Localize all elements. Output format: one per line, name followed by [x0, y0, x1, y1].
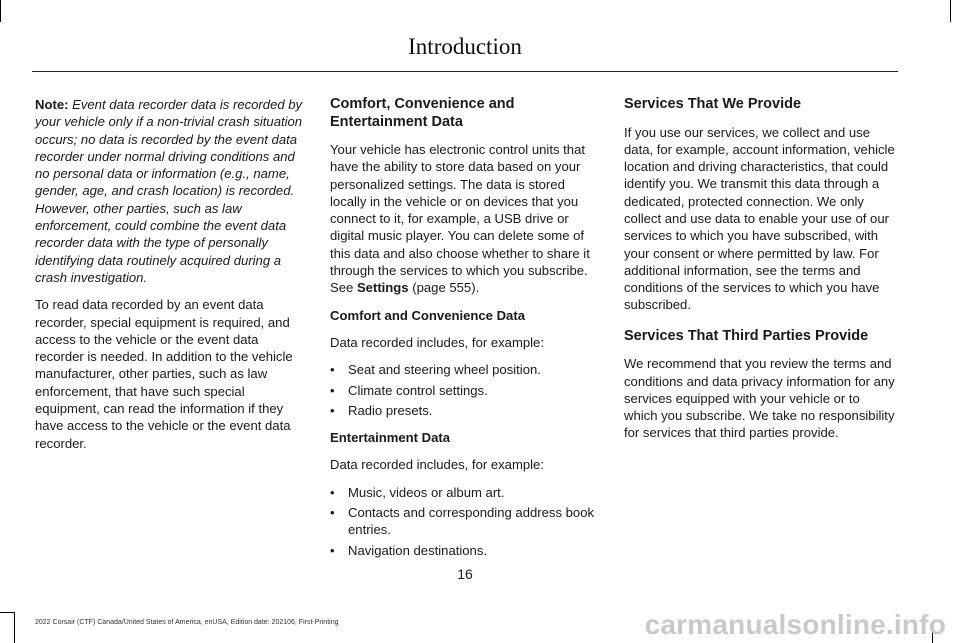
services-we-provide-heading: Services That We Provide: [624, 96, 802, 112]
note-paragraph: [35, 96, 305, 286]
comfort-list: [330, 361, 602, 419]
comfort-paragraph-text: Your vehicle has electronic control units that have the ability to store data based on your personalized settings. The data is stored locally in the vehicle or on devices that you connect to it, for example, a USB drive or digital music player. You can delete some of this data and also choose whether to share it through the services to which you subscribe. See: [330, 142, 590, 296]
page-number: 16: [457, 566, 473, 582]
comfort-convenience-subheading: Comfort and Convenience Data: [330, 307, 525, 323]
third-party-services-heading: Services That Third Parties Provide: [624, 327, 869, 344]
column-middle: [330, 96, 602, 569]
crop-mark-bottom-left-v: [14, 612, 15, 643]
note-text: Event data recorder data is recorded by your vehicle only if a non-trivial crash situation occurs; no data is recorded by the event data recorder under normal driving conditions and no personal data or information (e.g., name, gender, age, and crash location) is recorded. However, other parties, such as law enforcement, could combine the event data recorder data with the type of personally identifying data routinely acquired during a crash investigation.: [35, 97, 303, 285]
edr-access-paragraph: To read data recorded by an event data recorder, special equipment is required, and access to the vehicle or the event data recorder is needed. In addition to the vehicle manufacturer, other parties, such as law enforcement, that have such special equipment, can read the information if they have access to the vehicle or the event data recorder.: [35, 297, 293, 451]
note-label: Note:: [35, 97, 69, 112]
list-item: • Seat and steering wheel position.: [330, 361, 602, 378]
list-item: • Navigation destinations.: [330, 542, 602, 559]
settings-reference-link[interactable]: Settings: [356, 280, 409, 296]
comfort-paragraph: [330, 141, 602, 297]
page-reference: (page 555).: [408, 280, 480, 296]
entertainment-subheading: Entertainment Data: [330, 430, 451, 446]
page-title: Introduction: [408, 34, 522, 59]
list-item: • Music, videos or album art.: [330, 484, 602, 501]
crop-mark-bottom-left: [0, 612, 14, 613]
entertainment-intro: Data recorded includes, for example:: [330, 457, 544, 473]
comfort-intro: Data recorded includes, for example:: [330, 334, 544, 350]
list-item: • Contacts and corresponding address book entries.: [330, 504, 602, 539]
list-item: • Radio presets.: [330, 402, 602, 419]
watermark: carmanualsonline.info: [644, 609, 946, 640]
header-divider: [32, 71, 898, 72]
entertainment-list: [330, 484, 602, 559]
comfort-heading: Comfort, Convenience and Entertainment Data: [330, 96, 515, 130]
edition-footer: 2022 Corsair (CTF) Canada/United States of America, enUSA, Edition date: 202106, First-Printing: [35, 619, 339, 626]
crop-mark-top-left: [0, 0, 1, 22]
services-we-provide-paragraph: If you use our services, we collect and use data, for example, account information, vehicle location and driving characteristics, that could identify you. We transmit this data through a dedicated, protected connection. We only collect and use data to enable your use of our services to which you have subscribed, with your consent or where permitted by law. For additional information, see the terms and conditions of the services to which you have subscribed.: [624, 124, 895, 313]
third-party-services-paragraph: We recommend that you review the terms and conditions and data privacy information for any services equipped with your vehicle or to which you subscribe. We take no responsibility for services that third parties provide.: [624, 356, 895, 441]
column-left: [35, 96, 305, 462]
list-item: • Climate control settings.: [330, 382, 602, 399]
crop-mark-top-right: [950, 0, 951, 22]
column-right: [624, 96, 896, 452]
